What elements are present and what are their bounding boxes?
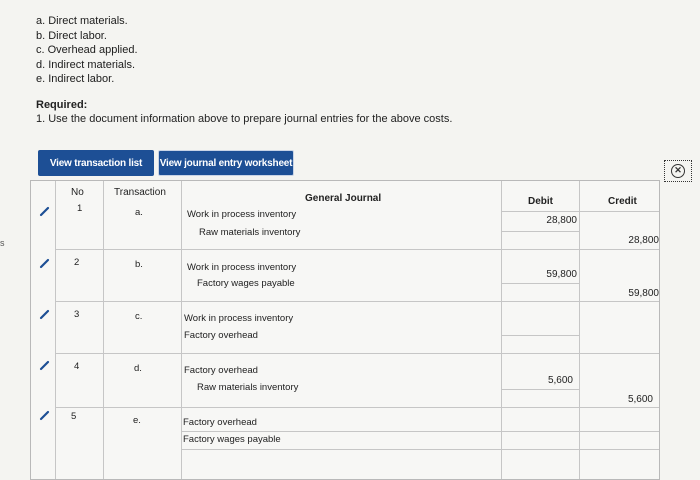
header-no: No bbox=[71, 187, 84, 198]
debit-amount[interactable]: 28,800 bbox=[546, 215, 577, 226]
view-journal-entry-worksheet-button[interactable]: View journal entry worksheet bbox=[158, 150, 294, 176]
debit-account[interactable]: Work in process inventory bbox=[187, 262, 297, 273]
entry-no: 2 bbox=[74, 257, 80, 268]
pencil-icon[interactable] bbox=[39, 205, 51, 217]
credit-account[interactable]: Raw materials inventory bbox=[197, 382, 299, 393]
cost-item-a: a. Direct materials. bbox=[36, 15, 128, 27]
close-icon[interactable]: ✕ bbox=[664, 160, 692, 182]
credit-account[interactable]: Factory wages payable bbox=[197, 278, 295, 289]
credit-account[interactable]: Factory overhead bbox=[184, 330, 258, 341]
debit-amount[interactable]: 5,600 bbox=[547, 375, 573, 386]
cost-item-d: d. Indirect materials. bbox=[36, 58, 136, 71]
cost-item-b: b. Direct labor. bbox=[36, 29, 107, 42]
credit-amount[interactable]: 5,600 bbox=[627, 394, 653, 405]
required-section bbox=[36, 98, 452, 126]
credit-amount[interactable]: 28,800 bbox=[628, 235, 659, 246]
entry-no: 4 bbox=[74, 361, 80, 372]
view-transaction-list-button[interactable]: View transaction list bbox=[38, 150, 154, 176]
debit-amount[interactable]: 59,800 bbox=[546, 269, 577, 280]
entry-transaction: b. bbox=[135, 259, 143, 270]
required-heading: Required: bbox=[36, 99, 88, 111]
pencil-icon[interactable] bbox=[39, 409, 51, 421]
entry-no: 5 bbox=[71, 411, 77, 422]
header-debit: Debit bbox=[528, 196, 553, 207]
entry-no: 1 bbox=[77, 203, 83, 214]
debit-account[interactable]: Work in process inventory bbox=[187, 209, 297, 220]
required-instruction: 1. Use the document information above to prepare journal entries for the above costs. bbox=[36, 113, 453, 125]
cost-item-e: e. Indirect labor. bbox=[36, 73, 115, 86]
credit-account[interactable]: Raw materials inventory bbox=[199, 227, 301, 238]
header-credit: Credit bbox=[608, 196, 637, 207]
pencil-icon[interactable] bbox=[39, 308, 51, 320]
header-transaction: Transaction bbox=[114, 187, 166, 198]
entry-transaction: d. bbox=[134, 363, 142, 374]
header-general-journal: General Journal bbox=[305, 193, 382, 204]
debit-account[interactable]: Factory overhead bbox=[183, 417, 257, 428]
debit-account[interactable]: Factory overhead bbox=[184, 365, 258, 376]
cost-item-c: c. Overhead applied. bbox=[36, 44, 138, 57]
pencil-icon[interactable] bbox=[39, 257, 51, 269]
pencil-icon[interactable] bbox=[39, 359, 51, 371]
entry-transaction: a. bbox=[135, 207, 143, 218]
debit-account[interactable]: Work in process inventory bbox=[184, 313, 294, 324]
entry-transaction: c. bbox=[135, 311, 143, 322]
credit-account[interactable]: Factory wages payable bbox=[183, 434, 281, 445]
general-journal-table bbox=[30, 180, 660, 480]
credit-amount[interactable]: 59,800 bbox=[628, 288, 659, 299]
entry-no: 3 bbox=[74, 309, 80, 320]
entry-transaction: e. bbox=[133, 415, 141, 426]
cost-list bbox=[36, 14, 138, 87]
edge-letter: s bbox=[0, 238, 5, 248]
